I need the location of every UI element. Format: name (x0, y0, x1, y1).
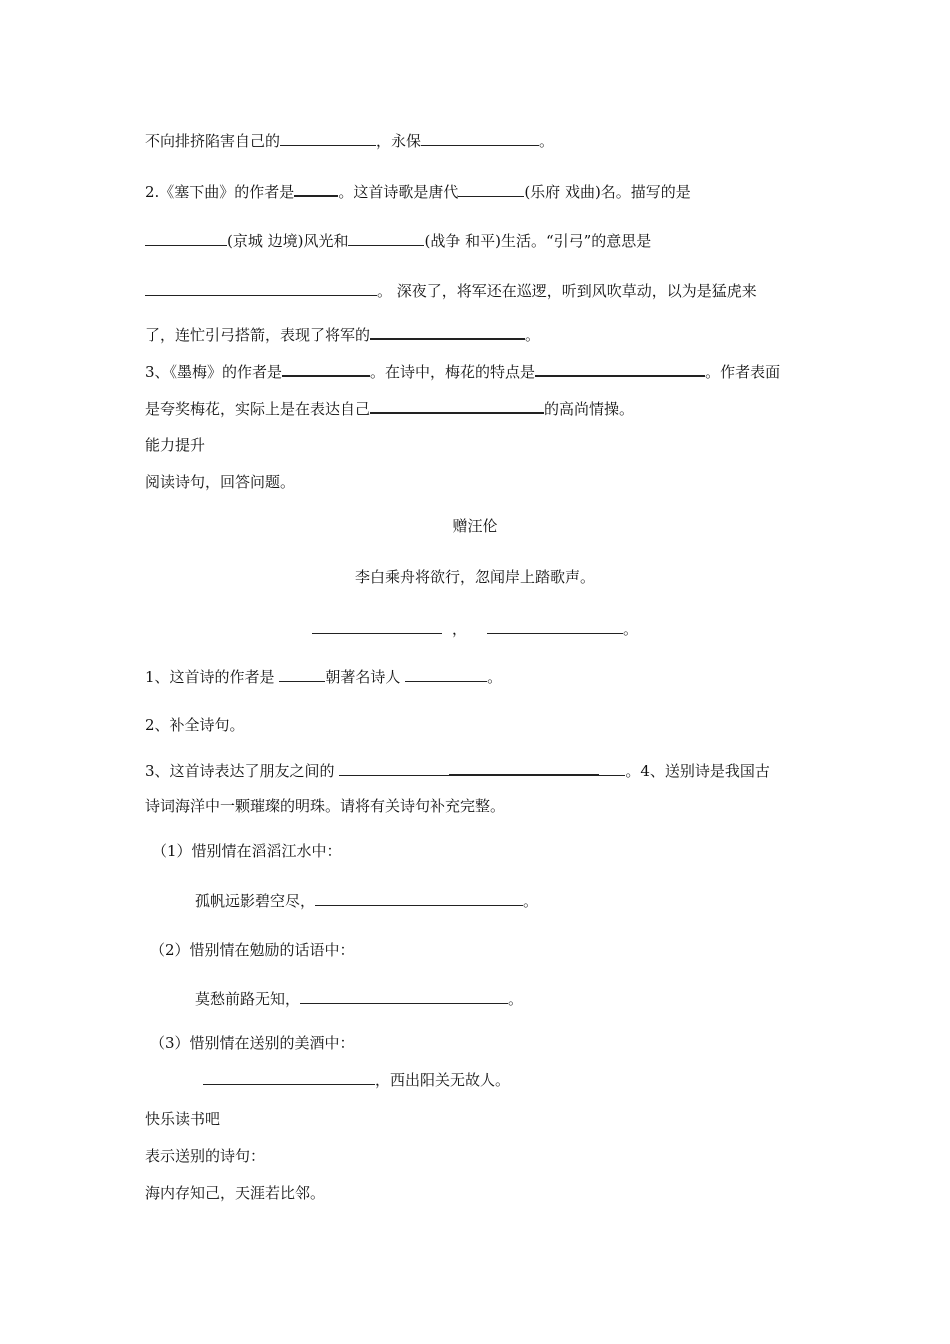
poem-question-1: 1、这首诗的作者是 朝著名诗人 。 (145, 668, 503, 686)
answer-blank[interactable] (487, 619, 623, 634)
instruction: 阅读诗句，回答问题。 (145, 473, 296, 491)
question-2-line-2: (京城 边境)风光和 (战争 和平)生活。“引弓”的意思是 (145, 231, 651, 251)
answer-blank[interactable] (300, 989, 508, 1004)
answer-blank[interactable] (535, 361, 705, 377)
question-3-line-1: 3、《墨梅》的作者是 。在诗中，梅花的特点是 。作者表面 (145, 363, 781, 381)
answer-blank[interactable] (315, 891, 523, 906)
poem-line-2-blanks: ， 。 (0, 619, 950, 639)
answer-blank[interactable] (312, 619, 442, 634)
answer-blank[interactable] (145, 231, 227, 246)
question-2-line-4: 了，连忙引弓搭箭，表现了将军的 。 (145, 326, 541, 344)
poem-question-3: 3、这首诗表达了朋友之间的 。4、送别诗是我国古 (145, 762, 770, 780)
subquestion-2-line: 莫愁前路无知， 。 (195, 990, 524, 1008)
section-heading: 能力提升 (145, 436, 206, 454)
poem-title: 赠汪伦 (452, 517, 498, 535)
subquestion-3-title: （3）惜别情在送别的美酒中： (150, 1034, 355, 1052)
answer-blank[interactable] (203, 1070, 375, 1085)
farewell-line: 海内存知己，天涯若比邻。 (145, 1184, 326, 1202)
question-2-line-1: 2.《塞下曲》的作者是 。这首诗歌是唐代 (乐府 戏曲)名。描写的是 (145, 183, 691, 201)
answer-blank[interactable] (145, 281, 377, 296)
answer-blank[interactable] (348, 231, 424, 246)
subquestion-1-line: 孤帆远影碧空尽， 。 (195, 892, 539, 910)
answer-blank[interactable] (294, 181, 338, 197)
answer-blank[interactable] (370, 324, 525, 340)
subquestion-1-title: （1）惜别情在滔滔江水中： (152, 842, 342, 860)
answer-blank[interactable] (421, 131, 539, 146)
answer-blank[interactable] (279, 667, 325, 682)
answer-blank[interactable] (449, 760, 599, 776)
question-2-line-3: 。 深夜了，将军还在巡逻，听到风吹草动，以为是猛虎来 (145, 281, 757, 301)
answer-blank[interactable] (599, 761, 625, 776)
poem-line-1: 李白乘舟将欲行，忽闻岸上踏歌声。 (354, 568, 595, 586)
answer-blank[interactable] (280, 131, 376, 146)
section-heading-reading: 快乐读书吧 (145, 1110, 221, 1128)
farewell-label: 表示送别的诗句： (145, 1147, 266, 1165)
answer-blank[interactable] (405, 667, 487, 682)
answer-blank[interactable] (282, 361, 370, 377)
answer-blank[interactable] (458, 182, 524, 197)
subquestion-2-title: （2）惜别情在勉励的话语中： (150, 941, 355, 959)
subquestion-3-line: ，西出阳关无故人。 (203, 1070, 510, 1090)
fill-line-1: 不向排挤陷害自己的 ，永保 。 (145, 132, 555, 150)
answer-blank[interactable] (370, 398, 544, 414)
question-3-line-2: 是夸奖梅花，实际上是在表达自己 的高尚情操。 (145, 400, 635, 418)
poem-question-4: 诗词海洋中一颗璀璨的明珠。请将有关诗句补充完整。 (145, 797, 506, 815)
answer-blank[interactable] (339, 761, 449, 776)
poem-question-2: 2、补全诗句。 (145, 716, 245, 734)
